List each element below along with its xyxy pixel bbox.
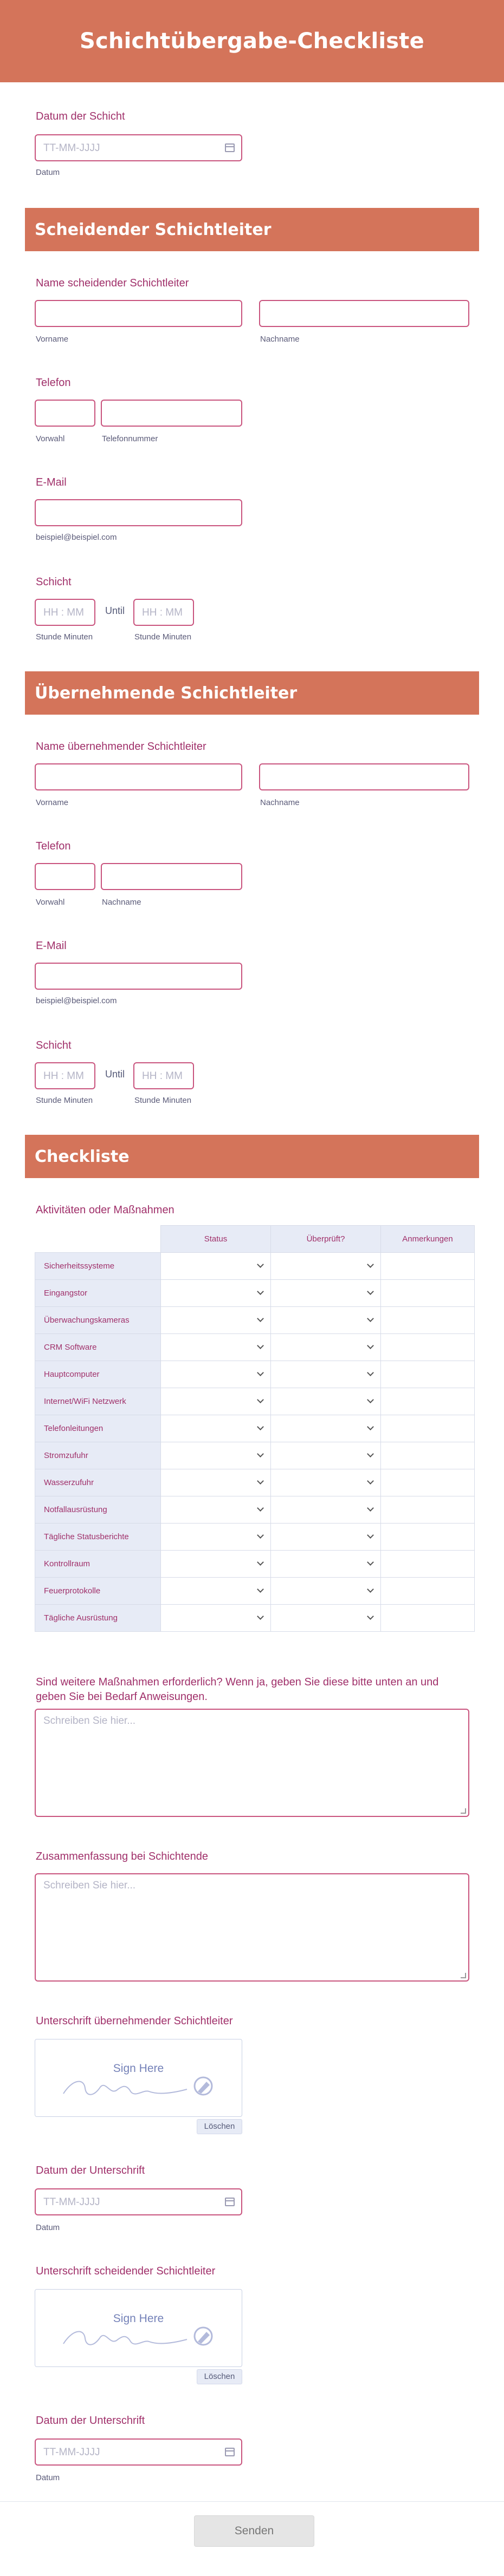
matrix-row-label: Notfallausrüstung — [35, 1496, 161, 1524]
status-select[interactable] — [161, 1361, 271, 1388]
outgoing-shift-start-input[interactable] — [35, 599, 95, 626]
signature-incoming-clear-button[interactable]: Löschen — [197, 2119, 242, 2134]
chevron-down-icon — [367, 1505, 374, 1512]
status-select[interactable] — [161, 1496, 271, 1524]
outgoing-shift-end-placeholder: HH : MM — [142, 607, 183, 618]
incoming-phone-number-sublabel: Nachname — [102, 898, 141, 907]
incoming-last-name-sublabel: Nachname — [260, 798, 300, 807]
status-select[interactable] — [161, 1307, 271, 1334]
shift-date-label: Datum der Schicht — [36, 110, 125, 122]
checked-select[interactable] — [271, 1442, 381, 1469]
signature-date-2-input[interactable] — [35, 2438, 242, 2466]
sign-here-text: Sign Here — [113, 2062, 164, 2075]
checked-select[interactable] — [271, 1415, 381, 1442]
notes-input[interactable] — [381, 1442, 475, 1469]
chevron-down-icon — [367, 1477, 374, 1485]
status-select[interactable] — [161, 1469, 271, 1496]
matrix-row-label: Überwachungskameras — [35, 1307, 161, 1334]
form-title: Schichtübergabe-Checkliste — [80, 29, 424, 54]
chevron-down-icon — [367, 1261, 374, 1268]
matrix-row-label: Stromzufuhr — [35, 1442, 161, 1469]
checked-select[interactable] — [271, 1334, 381, 1361]
outgoing-phone-label: Telefon — [36, 377, 71, 389]
incoming-first-name-sublabel: Vorname — [36, 798, 69, 807]
matrix-header-row — [35, 1226, 475, 1253]
notes-input[interactable] — [381, 1415, 475, 1442]
section-title-checklist: Checkliste — [35, 1147, 130, 1166]
matrix-row-label: Kontrollraum — [35, 1551, 161, 1578]
matrix-row — [35, 1253, 475, 1280]
shift-date-placeholder: TT-MM-JJJJ — [43, 142, 100, 154]
further-actions-placeholder: Schreiben Sie hier... — [43, 1715, 136, 1727]
outgoing-shift-label: Schicht — [36, 576, 72, 588]
matrix-row — [35, 1334, 475, 1361]
section-title-outgoing: Scheidender Schichtleiter — [35, 220, 272, 239]
incoming-shift-start-input[interactable] — [35, 1062, 95, 1089]
outgoing-area-code-input[interactable] — [35, 400, 95, 427]
signature-incoming-label: Unterschrift übernehmender Schichtleiter — [36, 2015, 233, 2027]
status-select[interactable] — [161, 1388, 271, 1415]
chevron-down-icon — [257, 1261, 264, 1268]
outgoing-area-code-sublabel: Vorwahl — [36, 434, 65, 443]
chevron-down-icon — [367, 1423, 374, 1430]
signature-date-2-label: Datum der Unterschrift — [36, 2415, 145, 2427]
outgoing-shift-start-placeholder: HH : MM — [43, 607, 84, 618]
status-select[interactable] — [161, 1334, 271, 1361]
outgoing-until-label: Until — [105, 605, 125, 616]
section-header-outgoing — [25, 208, 479, 251]
outgoing-first-name-sublabel: Vorname — [36, 335, 69, 344]
section-header-incoming — [25, 671, 479, 715]
outgoing-name-label: Name scheidender Schichtleiter — [36, 277, 189, 289]
matrix-row-label: Telefonleitungen — [35, 1415, 161, 1442]
status-select[interactable] — [161, 1280, 271, 1307]
chevron-down-icon — [257, 1315, 264, 1322]
matrix-row — [35, 1605, 475, 1632]
signature-outgoing-clear-button[interactable]: Löschen — [197, 2369, 242, 2384]
incoming-until-label: Until — [105, 1069, 125, 1080]
notes-input[interactable] — [381, 1605, 475, 1632]
incoming-first-name-input[interactable] — [35, 763, 242, 790]
pen-icon — [195, 2077, 212, 2095]
signature-date-1-placeholder: TT-MM-JJJJ — [43, 2196, 100, 2208]
chevron-down-icon — [367, 1613, 374, 1620]
column-header-notes: Anmerkungen — [381, 1226, 475, 1253]
chevron-down-icon — [257, 1586, 264, 1593]
matrix-row — [35, 1361, 475, 1388]
outgoing-shift-start-sublabel: Stunde Minuten — [36, 632, 93, 642]
signature-date-2-placeholder: TT-MM-JJJJ — [43, 2447, 100, 2458]
chevron-down-icon — [257, 1423, 264, 1430]
section-header-checklist — [25, 1135, 479, 1178]
checked-select[interactable] — [271, 1307, 381, 1334]
matrix-row-label: Hauptcomputer — [35, 1361, 161, 1388]
checked-select[interactable] — [271, 1253, 381, 1280]
incoming-shift-label: Schicht — [36, 1039, 72, 1051]
checked-select[interactable] — [271, 1578, 381, 1605]
chevron-down-icon — [367, 1559, 374, 1566]
status-select[interactable] — [161, 1442, 271, 1469]
chevron-down-icon — [257, 1559, 264, 1566]
notes-input[interactable] — [381, 1253, 475, 1280]
chevron-down-icon — [367, 1315, 374, 1322]
outgoing-first-name-input[interactable] — [35, 300, 242, 327]
checked-select[interactable] — [271, 1280, 381, 1307]
checked-select[interactable] — [271, 1524, 381, 1551]
incoming-shift-end-sublabel: Stunde Minuten — [134, 1096, 192, 1105]
shift-summary-textarea[interactable] — [35, 1873, 469, 1982]
column-header-checked: Überprüft? — [271, 1226, 381, 1253]
resize-grip-icon[interactable] — [461, 1973, 466, 1978]
chevron-down-icon — [257, 1532, 264, 1539]
checked-select[interactable] — [271, 1388, 381, 1415]
matrix-row — [35, 1496, 475, 1524]
calendar-icon[interactable] — [225, 2198, 235, 2206]
incoming-shift-start-sublabel: Stunde Minuten — [36, 1096, 93, 1105]
notes-input[interactable] — [381, 1551, 475, 1578]
matrix-row-label: Internet/WiFi Netzwerk — [35, 1388, 161, 1415]
notes-input[interactable] — [381, 1361, 475, 1388]
chevron-down-icon — [257, 1450, 264, 1457]
activities-label: Aktivitäten oder Maßnahmen — [36, 1204, 175, 1216]
outgoing-email-label: E-Mail — [36, 476, 67, 488]
pen-icon — [195, 2327, 212, 2345]
chevron-down-icon — [367, 1342, 374, 1349]
signature-date-1-sublabel: Datum — [36, 2223, 60, 2232]
incoming-email-sublabel: beispiel@beispiel.com — [36, 996, 117, 1005]
resize-grip-icon[interactable] — [461, 1808, 466, 1814]
chevron-down-icon — [257, 1396, 264, 1403]
checklist-matrix — [35, 1225, 475, 1632]
matrix-row — [35, 1524, 475, 1551]
shift-date-input[interactable] — [35, 134, 242, 161]
calendar-icon[interactable] — [225, 2448, 235, 2456]
incoming-email-input[interactable] — [35, 963, 242, 990]
status-select[interactable] — [161, 1253, 271, 1280]
signature-incoming-pad[interactable] — [35, 2039, 242, 2117]
incoming-email-label: E-Mail — [36, 940, 67, 952]
matrix-corner — [35, 1226, 161, 1253]
notes-input[interactable] — [381, 1280, 475, 1307]
incoming-shift-end-placeholder: HH : MM — [142, 1070, 183, 1082]
matrix-row — [35, 1578, 475, 1605]
outgoing-last-name-input[interactable] — [259, 300, 469, 327]
form-header — [0, 0, 504, 82]
incoming-phone-label: Telefon — [36, 840, 71, 852]
matrix-row-label: Tägliche Ausrüstung — [35, 1605, 161, 1632]
matrix-row — [35, 1280, 475, 1307]
calendar-icon[interactable] — [225, 143, 235, 152]
sign-here-text: Sign Here — [113, 2312, 164, 2325]
signature-date-1-input[interactable] — [35, 2188, 242, 2215]
matrix-row — [35, 1307, 475, 1334]
matrix-row-label: Eingangstor — [35, 1280, 161, 1307]
matrix-row-label: Tägliche Statusberichte — [35, 1524, 161, 1551]
chevron-down-icon — [257, 1613, 264, 1620]
outgoing-phone-number-sublabel: Telefonnummer — [102, 434, 158, 443]
chevron-down-icon — [257, 1288, 264, 1295]
incoming-area-code-input[interactable] — [35, 863, 95, 890]
matrix-row — [35, 1469, 475, 1496]
outgoing-email-input[interactable] — [35, 499, 242, 526]
notes-input[interactable] — [381, 1334, 475, 1361]
incoming-last-name-input[interactable] — [259, 763, 469, 790]
notes-input[interactable] — [381, 1496, 475, 1524]
outgoing-email-sublabel: beispiel@beispiel.com — [36, 533, 117, 542]
status-select[interactable] — [161, 1578, 271, 1605]
signature-scribble-icon — [62, 2323, 219, 2350]
outgoing-phone-number-input[interactable] — [101, 400, 242, 427]
matrix-row — [35, 1551, 475, 1578]
signature-outgoing-pad[interactable] — [35, 2289, 242, 2367]
checked-select[interactable] — [271, 1469, 381, 1496]
signature-date-2-sublabel: Datum — [36, 2473, 60, 2482]
matrix-row — [35, 1415, 475, 1442]
matrix-row — [35, 1388, 475, 1415]
checked-select[interactable] — [271, 1496, 381, 1524]
notes-input[interactable] — [381, 1388, 475, 1415]
signature-scribble-icon — [62, 2073, 219, 2100]
chevron-down-icon — [367, 1586, 374, 1593]
notes-input[interactable] — [381, 1469, 475, 1496]
outgoing-shift-end-input[interactable] — [133, 599, 194, 626]
status-select[interactable] — [161, 1524, 271, 1551]
status-select[interactable] — [161, 1415, 271, 1442]
status-select[interactable] — [161, 1605, 271, 1632]
notes-input[interactable] — [381, 1307, 475, 1334]
incoming-phone-number-input[interactable] — [101, 863, 242, 890]
chevron-down-icon — [257, 1369, 264, 1376]
signature-outgoing-label: Unterschrift scheidender Schichtleiter — [36, 2265, 216, 2277]
incoming-area-code-sublabel: Vorwahl — [36, 898, 65, 907]
matrix-body — [35, 1253, 475, 1632]
further-actions-textarea[interactable] — [35, 1709, 469, 1817]
shift-summary-placeholder: Schreiben Sie hier... — [43, 1880, 136, 1891]
matrix-row-label: CRM Software — [35, 1334, 161, 1361]
status-select[interactable] — [161, 1551, 271, 1578]
chevron-down-icon — [367, 1369, 374, 1376]
chevron-down-icon — [257, 1342, 264, 1349]
matrix-row-label: Feuerprotokolle — [35, 1578, 161, 1605]
further-actions-label: Sind weitere Maßnahmen erforderlich? Wenn ja, geben Sie diese bitte unten an und geben Sie bei Bedarf Anweisungen. — [36, 1676, 439, 1703]
matrix-row — [35, 1442, 475, 1469]
matrix-row-label: Sicherheitssysteme — [35, 1253, 161, 1280]
matrix-row-label: Wasserzufuhr — [35, 1469, 161, 1496]
checked-select[interactable] — [271, 1605, 381, 1632]
chevron-down-icon — [367, 1450, 374, 1457]
submit-button[interactable]: Senden — [194, 2515, 314, 2547]
outgoing-shift-end-sublabel: Stunde Minuten — [134, 632, 192, 642]
incoming-shift-end-input[interactable] — [133, 1062, 194, 1089]
chevron-down-icon — [367, 1396, 374, 1403]
section-title-incoming: Übernehmende Schichtleiter — [35, 683, 298, 703]
chevron-down-icon — [367, 1288, 374, 1295]
chevron-down-icon — [257, 1477, 264, 1485]
outgoing-last-name-sublabel: Nachname — [260, 335, 300, 344]
shift-summary-label: Zusammenfassung bei Schichtende — [36, 1851, 208, 1862]
notes-input[interactable] — [381, 1524, 475, 1551]
checked-select[interactable] — [271, 1361, 381, 1388]
incoming-shift-start-placeholder: HH : MM — [43, 1070, 84, 1082]
notes-input[interactable] — [381, 1578, 475, 1605]
shift-date-sublabel: Datum — [36, 168, 60, 177]
incoming-name-label: Name übernehmender Schichtleiter — [36, 741, 206, 753]
checked-select[interactable] — [271, 1551, 381, 1578]
chevron-down-icon — [257, 1505, 264, 1512]
signature-date-1-label: Datum der Unterschrift — [36, 2165, 145, 2176]
chevron-down-icon — [367, 1532, 374, 1539]
column-header-status: Status — [161, 1226, 271, 1253]
